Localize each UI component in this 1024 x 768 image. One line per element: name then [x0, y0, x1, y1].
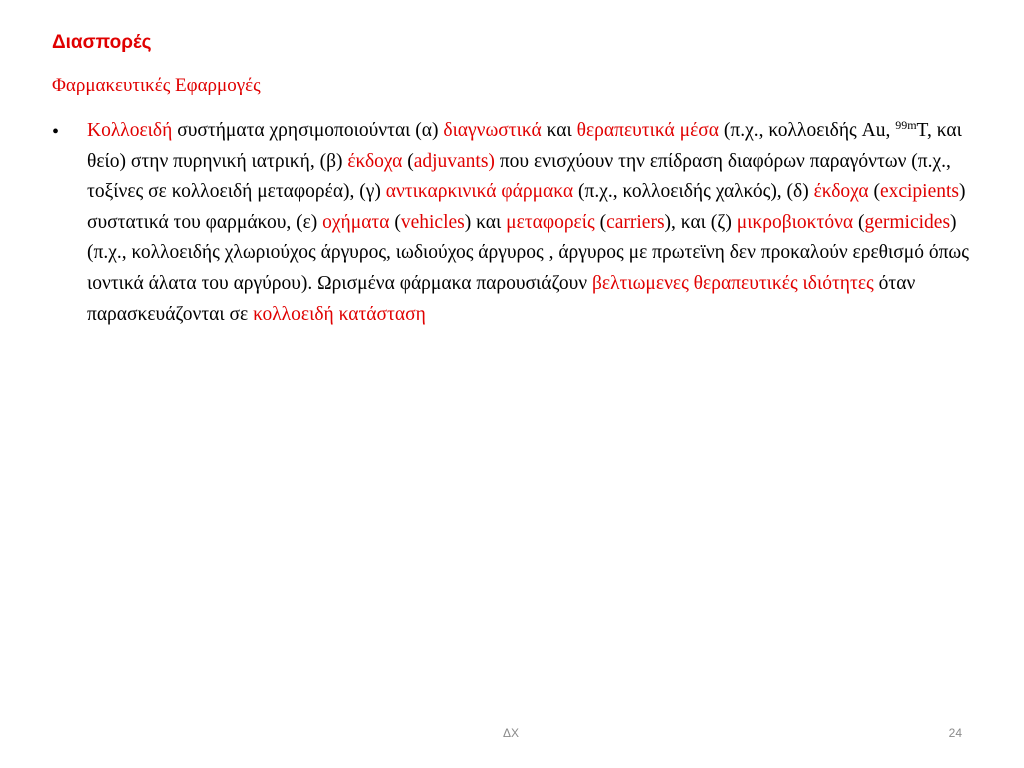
highlight-term: carriers [606, 211, 665, 233]
highlight-term: κολλοειδή κατάσταση [253, 303, 426, 325]
highlight-term: θεραπευτικά μέσα [576, 120, 720, 141]
body-run: (π.χ., κολλοειδής χαλκός), (δ) [573, 181, 814, 203]
bullet-paragraph [87, 116, 977, 330]
body-run: ( [402, 150, 414, 172]
body-run: ( [389, 211, 401, 233]
page-number: 24 [948, 726, 962, 740]
body-run: όταν παρασκευάζονται σε [87, 272, 916, 325]
body-run: που ενισχύουν την επίδραση διαφόρων παραγόντων (π.χ., τοξίνες σε κολλοειδή μεταφορέα), (γ) [87, 150, 951, 203]
highlight-term: έκδοχα [813, 181, 869, 203]
highlight-term: βελτιωμενες θεραπευτικές ιδιότητες [591, 272, 874, 294]
slide-subtitle: Φαρμακευτικές Εφαρμογές [52, 75, 261, 96]
body-run: ( [868, 181, 880, 203]
body-run: ( [853, 211, 865, 233]
highlight-term: excipients [879, 181, 960, 203]
highlight-term: οχήματα [322, 211, 390, 233]
body-run: ) και [464, 211, 507, 233]
highlight-term: διαγνωστικά [443, 120, 542, 141]
body-run: T, και θείο) στην πυρηνική ιατρική, (β) [87, 120, 962, 172]
highlight-term: μικροβιοκτόνα [736, 211, 854, 233]
body-run: ) συστατικά του φαρμάκου, (ε) [87, 181, 966, 233]
footer-author: ΔΧ [503, 726, 520, 740]
body-run: ), και (ζ) [664, 211, 737, 233]
body-run: ( [594, 211, 607, 233]
highlight-term: Κολλοειδή [87, 120, 173, 141]
slide-title: Διασπορές [52, 32, 152, 53]
highlight-term: αντικαρκινικά φάρμακα [385, 181, 574, 203]
highlight-term: vehicles [400, 211, 465, 233]
highlight-term: έκδοχα [347, 150, 403, 172]
bullet-marker: • [52, 121, 60, 143]
highlight-term: adjuvants) [413, 150, 495, 172]
highlight-term: germicides [864, 211, 951, 233]
body-run: και [541, 120, 577, 141]
body-run: (π.χ., κολλοειδής Au, [719, 120, 896, 141]
superscript-text: 99m [895, 118, 917, 132]
body-run: συστήματα χρησιμοποιούνται (α) [172, 120, 444, 141]
body-run: ) (π.χ., κολλοειδής χλωριούχος άργυρος, ιωδιούχος άργυρος , άργυρος με πρωτεϊνη δεν προκαλούν ερεθισμό όπως ιοντικά άλατα του αργύρου). Ωρισμένα φάρμακα παρουσιάζουν [87, 211, 969, 294]
highlight-term: μεταφορείς [506, 211, 595, 233]
